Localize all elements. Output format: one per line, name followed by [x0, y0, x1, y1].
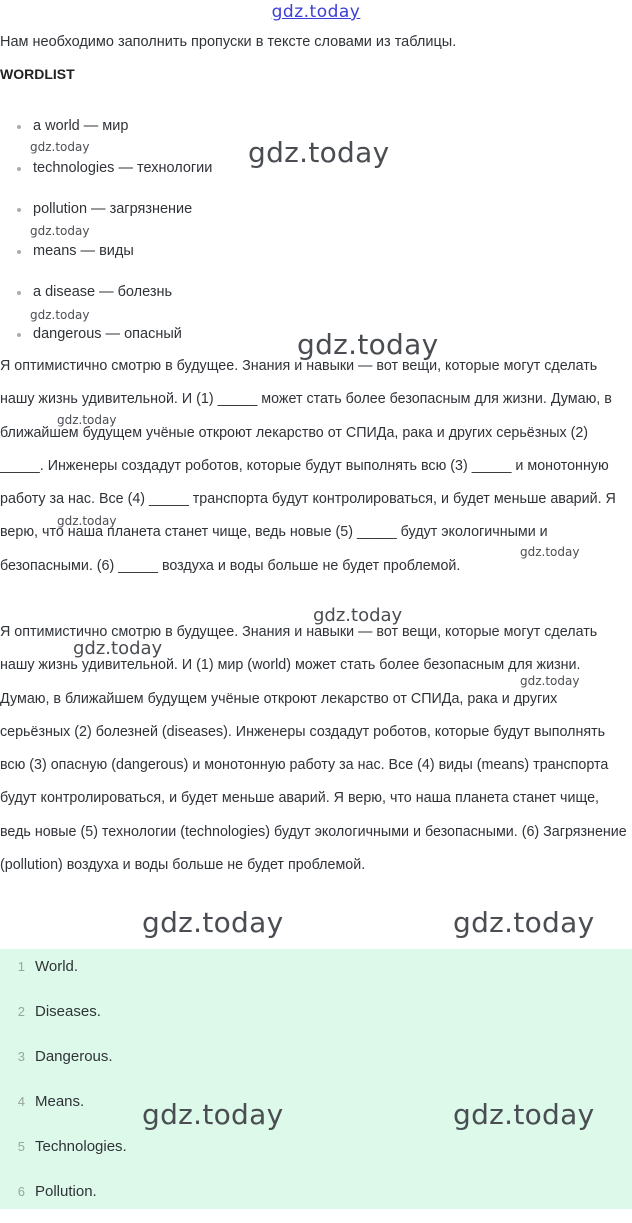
answer-number: 4	[17, 1094, 25, 1109]
answer-word: Dangerous.	[35, 1048, 113, 1065]
answer-word: World.	[35, 958, 79, 975]
wordlist-item: a disease — болезнь	[0, 278, 400, 320]
answer-text: Я оптимистично смотрю в будущее. Знания и навыки — вот вещи, которые могут сделать нашу жизнь удивительной. И (1) мир (world) может стать более безопасным для жизни. Думаю, в ближайшем будущем учёные откроют лекарство от СПИДа, рака и других серьёзных (2) болезней (diseases). Инженеры создадут роботов, которые будут выполнять всю (3) опасную (dangerous) и монотонную работу за нас. Все (4) виды (means) транспорта будут контролироваться, и будет меньше аварий. Я верю, что наша планета станет чище, ведь новые (5) технологии (technologies) будут экологичными и безопасными. (6) Загрязнение (pollution) воздуха и воды больше не будет проблемой.	[0, 624, 627, 874]
watermark: gdz.today	[30, 140, 90, 154]
watermark: gdz.today	[248, 136, 390, 169]
answer-item	[0, 998, 127, 1043]
answer-number: 2	[17, 1004, 25, 1019]
answer-number: 1	[17, 959, 25, 974]
intro-text: Нам необходимо заполнить пропуски в тексте словами из таблицы.	[0, 34, 457, 50]
answer-number: 3	[17, 1049, 25, 1064]
answer-number: 6	[17, 1184, 25, 1199]
wordlist-item: technologies — технологии	[0, 154, 400, 196]
answer-item	[0, 1178, 127, 1223]
watermark: gdz.today	[313, 605, 403, 626]
answer-item	[0, 953, 127, 998]
wordlist-item: pollution — загрязнение	[0, 195, 400, 237]
answers-box	[0, 949, 632, 1209]
watermark: gdz.today	[73, 638, 163, 659]
answer-item	[0, 1043, 127, 1088]
answer-word: Diseases.	[35, 1003, 101, 1020]
watermark: gdz.today	[453, 906, 595, 939]
watermark: gdz.today	[57, 514, 117, 528]
answer-word: Means.	[35, 1093, 85, 1110]
wordlist-item: a world — мир	[0, 112, 400, 154]
watermark: gdz.today	[142, 906, 284, 939]
wordlist-heading: WORDLIST	[0, 66, 75, 82]
answer-item	[0, 1088, 127, 1133]
wordlist-item: means — виды	[0, 237, 400, 279]
watermark: gdz.today	[520, 674, 580, 688]
task-text: Я оптимистично смотрю в будущее. Знания и навыки — вот вещи, которые могут сделать нашу жизнь удивительной. И (1) _____ может стать более безопасным для жизни. Думаю, в ближайшем будущем учёные откроют лекарство от СПИДа, рака и других серьёзных (2) _____. Инженеры создадут роботов, которые будут выполнять всю (3) _____ и монотонную работу за нас. Все (4) _____ транспорта будут контролироваться, и будет меньше аварий. Я верю, что наша планета станет чище, ведь новые (5) _____ будут экологичными и безопасными. (6) _____ воздуха и воды больше не будет проблемой.	[0, 358, 616, 574]
answers-list	[0, 953, 127, 1223]
watermark: gdz.today	[520, 545, 580, 559]
watermark: gdz.today	[30, 308, 90, 322]
watermark: gdz.today	[57, 413, 117, 427]
answer-word: Pollution.	[35, 1183, 97, 1200]
answer-item	[0, 1133, 127, 1178]
watermark: gdz.today	[30, 224, 90, 238]
answer-word: Technologies.	[35, 1138, 127, 1155]
watermark: gdz.today	[142, 1098, 284, 1131]
watermark: gdz.today	[453, 1098, 595, 1131]
wordlist-item: dangerous — опасный	[0, 320, 400, 362]
answer-number: 5	[17, 1139, 25, 1154]
watermark: gdz.today	[297, 328, 439, 361]
site-logo[interactable]: gdz.today	[271, 2, 361, 22]
